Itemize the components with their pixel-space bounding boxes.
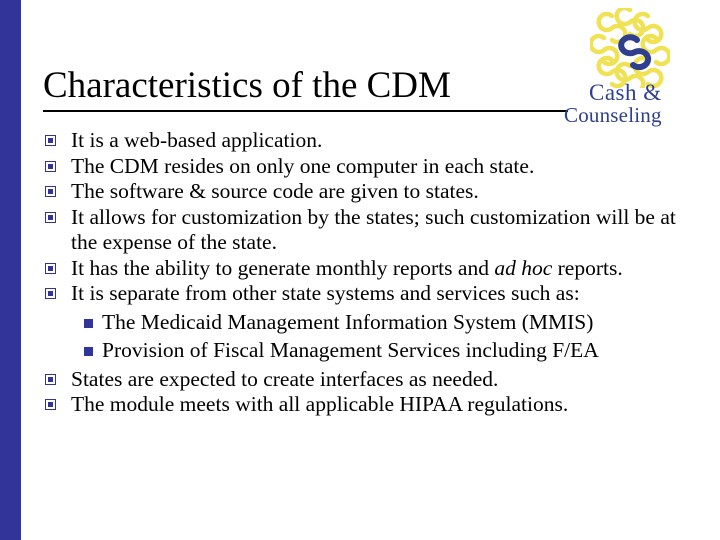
sub-bullet-text: Provision of Fiscal Management Services including F/EA (102, 338, 599, 362)
filled-square-bullet-icon (84, 319, 93, 328)
cash-counseling-logo (560, 8, 710, 126)
bullet-text-part: reports. (552, 255, 623, 280)
bullet-text: The module meets with all applicable HIPAA regulations. (71, 392, 569, 416)
bullet-item (44, 179, 704, 205)
filled-square-bullet-icon (84, 347, 93, 356)
sub-bullet-item (44, 310, 704, 336)
square-bullet-icon (45, 186, 56, 197)
sub-bullet-item (44, 338, 704, 364)
slide-title: Characteristics of the CDM (43, 65, 451, 106)
square-bullet-icon (45, 161, 56, 172)
sub-bullet-text: The Medicaid Management Information System (MMIS) (102, 309, 594, 334)
logo-line-cash: Cash & (589, 80, 662, 105)
bullet-item (44, 367, 704, 393)
bullet-item (44, 205, 704, 256)
logo-line-counseling: Counseling (564, 103, 662, 127)
bullet-list (44, 128, 704, 418)
left-accent-bar (0, 0, 21, 540)
square-bullet-icon (45, 212, 56, 223)
bullet-item (44, 128, 704, 154)
bullet-text (71, 256, 623, 280)
bullet-text: It allows for customization by the states; such customization will be at the expense of the state. (71, 204, 676, 254)
bullet-item (44, 392, 704, 418)
bullet-text: It is separate from other state systems and services such as: (71, 281, 580, 305)
square-bullet-icon (45, 288, 56, 299)
square-bullet-icon (45, 399, 56, 410)
square-bullet-icon (45, 374, 56, 385)
swirl-logo-icon (590, 8, 670, 88)
bullet-item (44, 256, 704, 282)
bullet-text-part: It has the ability to generate monthly reports and (71, 255, 495, 280)
square-bullet-icon (45, 135, 56, 146)
bullet-text-emphasis: ad hoc (494, 255, 553, 280)
bullet-text: It is a web-based application. (71, 128, 323, 152)
bullet-item (44, 154, 704, 180)
bullet-text: The CDM resides on only one computer in each state. (71, 153, 535, 178)
bullet-text: States are expected to create interfaces as needed. (71, 366, 499, 391)
bullet-text: The software & source code are given to states. (71, 179, 479, 203)
title-underline (43, 110, 568, 112)
bullet-item (44, 281, 704, 307)
square-bullet-icon (45, 263, 56, 274)
